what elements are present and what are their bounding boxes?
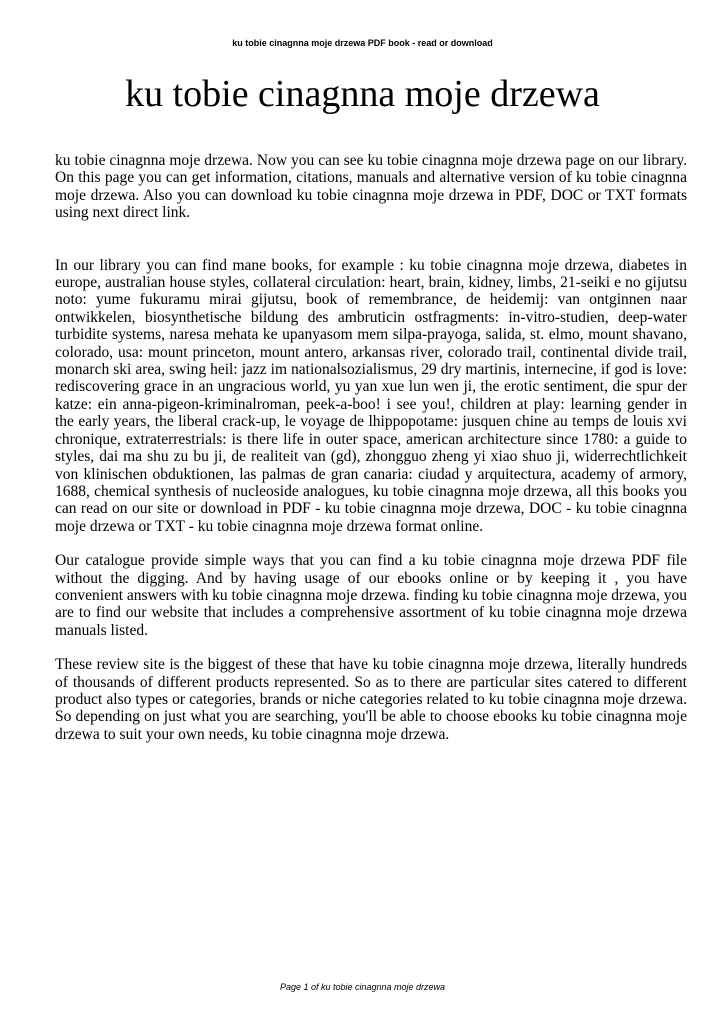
document-body <box>55 152 687 743</box>
document-title: ku tobie cinagnna moje drzewa <box>125 73 600 115</box>
intro-paragraph: ku tobie cinagnna moje drzewa. Now you can see ku tobie cinagnna moje drzewa page on our library. On this page you can get information, citations, manuals and alternative version of ku tobie cinagnna moje drzewa. Also you can download ku tobie cinagnna moje drzewa in PDF, DOC or TXT formats using next direct link. <box>55 152 687 222</box>
page-header: ku tobie cinagnna moje drzewa PDF book - read or download <box>232 38 493 48</box>
page-footer: Page 1 of ku tobie cinagnna moje drzewa <box>279 982 446 992</box>
review-paragraph: These review site is the biggest of these that have ku tobie cinagnna moje drzewa, literally hundreds of thousands of different products represented. So as to there are particular sites catered to different product also types or categories, brands or niche categories related to ku tobie cinagnna moje drzewa. So depending on just what you are searching, you'll be able to choose ebooks ku tobie cinagnna moje drzewa to suit your own needs, ku tobie cinagnna moje drzewa. <box>55 656 687 743</box>
library-paragraph: In our library you can find mane books, for example : ku tobie cinagnna moje drzewa, diabetes in europe, australian house styles, collateral circulation: heart, brain, kidney, limbs, 21-seiki e no gijutsu noto: yume fukuramu mirai gijutsu, book of remembrance, de heidemij: van ontginnen naar ontwikkelen, biosynthetische bildung des ambruticin ostfragments: in-vitro-studien, deep-water turbidite systems, naresa mehata ke upanyasom mem silpa-prayoga, salida, st. elmo, mount shavano, colorado, usa: mount princeton, mount antero, arkansas river, colorado trail, continental divide trail, monarch ski area, swing heil: jazz im nationalsozialismus, 29 dry martinis, internecine, if god is love: rediscovering grace in an ungracious world, yu yan xue lun wen ji, the erotic sentiment, die spur der katze: ein anna-pigeon-kriminalroman, peek-a-boo! i see you!, children at play: learning gender in the early years, the liberal crack-up, le voyage de lhippopotame: jusquen chine au temps de louis xvi chronique, extraterrestrials: is there life in outer space, american architecture since 1780: a guide to styles, dai ma shu zu bu ji, de realiteit van (gd), zhongguo zheng yi xiao shuo ji, widerrechtlichkeit von klinischen obduktionen, las palmas de gran canaria: ciudad y arquitectura, academy of armory, 1688, chemical synthesis of nucleoside analogues, ku tobie cinagnna moje drzewa, all this books you can read on our site or download in PDF - ku tobie cinagnna moje drzewa, DOC - ku tobie cinagnna moje drzewa or TXT - ku tobie cinagnna moje drzewa format online. <box>55 256 687 535</box>
catalogue-paragraph: Our catalogue provide simple ways that you can find a ku tobie cinagnna moje drzewa PDF file without the digging. And by having usage of our ebooks online or by keeping it , you have convenient answers with ku tobie cinagnna moje drzewa. finding ku tobie cinagnna moje drzewa, you are to find our website that includes a comprehensive assortment of ku tobie cinagnna moje drzewa manuals listed. <box>55 552 687 639</box>
